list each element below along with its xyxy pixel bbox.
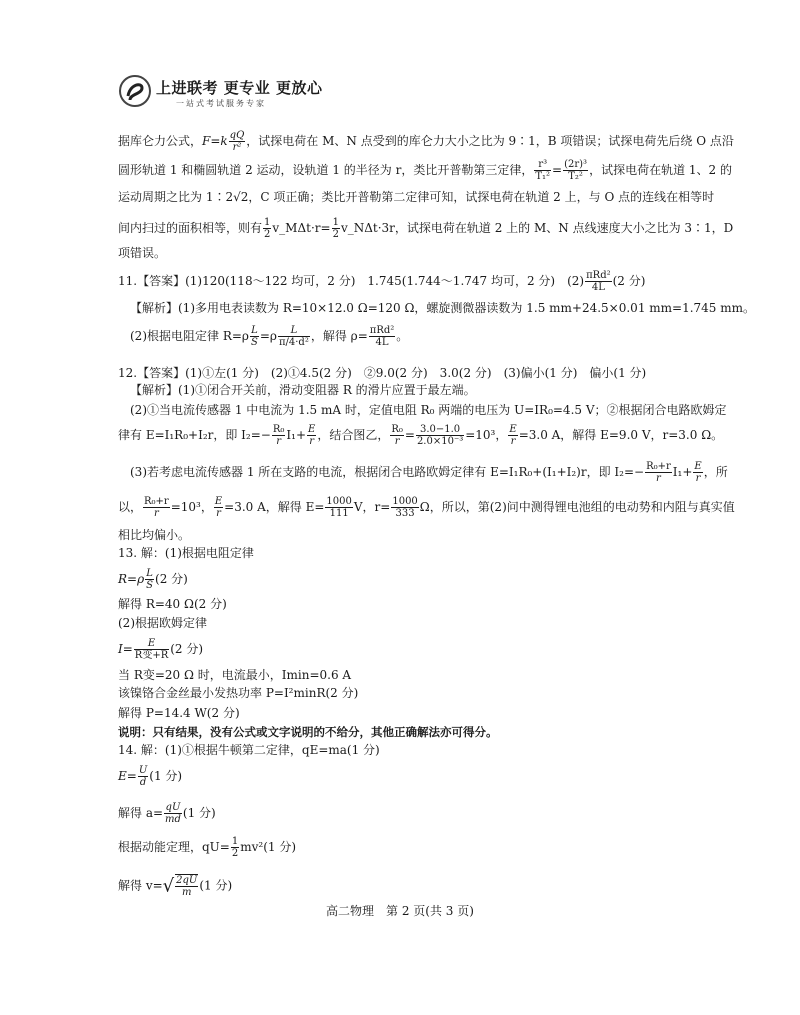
q13-line: 解得 P=14.4 W(2 分) xyxy=(118,706,240,720)
text-line: 圆形轨道 1 和椭圆轨道 2 运动，设轨道 1 的半径为 r，类比开普勒第三定律， $\frac{\text{r³}}{\text{T₁²}}$ = $\frac{\text{(2r)³}}{\text{T₂²}}$ ，试探电荷在轨道 1、2 的 xyxy=(118,159,732,182)
q12-analysis: 相比均偏小。 xyxy=(118,528,191,542)
scoring-note: 说明：只有结果，没有公式或文字说明的不给分，其他正确解法亦可得分。 xyxy=(118,725,498,739)
text-line: 项错误。 xyxy=(118,246,167,260)
q13-line: 该镍铬合金丝最小发热功率 P=I²minR(2 分) xyxy=(118,686,359,700)
q13-line: (2)根据欧姆定律 xyxy=(118,616,207,630)
q11-analysis: (2)根据电阻定律 R=ρ $\frac{L}{S}$ =ρ $\frac{L}{\text{π/4·d²}}$ ，解得 ρ= $\frac{\text{πRd²}}{4L}$ 。 xyxy=(130,325,409,348)
text-line: 据库仑力公式，F=k $\frac{qQ}{\text{r²}}$ ，试探电荷在 M、N 点受到的库仑力大小之比为 9∶1，B 项错误；试探电荷先后绕 O 点沿 xyxy=(118,130,734,153)
q12-analysis: (3)若考虑电流传感器 1 所在支路的电流，根据闭合电路欧姆定律有 E=I₁R₀+(I₁+I₂)r，即 I₂=− $\frac{\text{R₀+r}}{r}$ I₁+ $\frac{E}{r}$ ，所 xyxy=(130,461,728,484)
q13-line: 解得 R=40 Ω(2 分) xyxy=(118,597,227,611)
page-footer: 高二物理 第 2 页(共 3 页) xyxy=(326,904,474,918)
text-line: 运动周期之比为 1∶2√2，C 项正确；类比开普勒第二定律可知，试探电荷在轨道 2 上，与 O 点的连线在相等时 xyxy=(118,190,715,204)
q14-line: 14. 解：(1)①根据牛顿第二定律，qE=ma(1 分) xyxy=(118,743,380,757)
q11-answer: 11.【答案】(1)120(118～122 均可，2 分) 1.745(1.744～1.747 均可，2 分) (2) $\frac{\text{πRd²}}{4L}$ (2 分) xyxy=(118,270,646,293)
q12-analysis: 律有 E=I₁R₀+I₂r，即 I₂=− $\frac{\text{R₀}}{r}$ I₁+ $\frac{E}{r}$ ，结合图乙， $\frac{\text{R₀}}{r}$ = $\frac{3.0-1.0}{\text{2.0×10⁻³}}$ =10³， $\frac{E}{r}$ =3.0 A，解得 E=9.0 V，r=3.0 Ω。 xyxy=(118,424,724,447)
sqrt-icon: √ xyxy=(162,875,175,897)
q12-analysis: (2)①当电流传感器 1 中电流为 1.5 mA 时，定值电阻 R₀ 两端的电压为 U=IR₀=4.5 V；②根据闭合电路欧姆定 xyxy=(130,403,727,417)
q14-line: E= $\frac{U}{d}$ (1 分) xyxy=(118,765,183,788)
text-line: 间内扫过的面积相等，则有 $\frac{1}{2}$ v_MΔt·r= $\frac{1}{2}$ v_NΔt·3r，试探电荷在轨道 2 上的 M、N 点线速度大小之比为 3∶1，D xyxy=(118,217,734,240)
brand-text: 上进联考 更专业 更放心 xyxy=(156,79,323,97)
q11-analysis: 【解析】(1)多用电表读数为 R=10×12.0 Ω=120 Ω，螺旋测微器读数为 1.5 mm+24.5×0.01 mm=1.745 mm。 xyxy=(130,301,756,315)
q13-line: 13. 解：(1)根据电阻定律 xyxy=(118,546,254,560)
logo-icon xyxy=(118,74,152,108)
header xyxy=(118,74,418,114)
slogan-text: 一站式考试服务专家 xyxy=(176,99,266,108)
q12-answer: 12.【答案】(1)①左(1 分) (2)①4.5(2 分) ②9.0(2 分) 3.0(2 分) (3)偏小(1 分) 偏小(1 分) xyxy=(118,366,647,380)
q13-line: I= $\frac{E}{\text{R变+R}}$ (2 分) xyxy=(118,638,204,661)
q12-analysis: 以， $\frac{\text{R₀+r}}{r}$ =10³， $\frac{E}{r}$ =3.0 A，解得 E= $\frac{1000}{111}$ V，r= $\frac{1000}{333}$ Ω，所以，第(2)问中测得锂电池组的电动势和内阻与真实值 xyxy=(118,496,735,519)
q12-analysis: 【解析】(1)①闭合开关前，滑动变阻器 R 的滑片应置于最左端。 xyxy=(130,383,476,397)
q13-line: R=ρ $\frac{L}{S}$ (2 分) xyxy=(118,568,188,591)
q14-line: 根据动能定理，qU= $\frac{1}{2}$ mv²(1 分) xyxy=(118,836,297,859)
q13-line: 当 R变=20 Ω 时，电流最小，Imin=0.6 A xyxy=(118,668,352,682)
q14-line: 解得 a= $\frac{qU}{md}$ (1 分) xyxy=(118,802,216,825)
q14-line: 解得 v=√ $\frac{2qU}{m}$ (1 分) xyxy=(118,875,233,898)
